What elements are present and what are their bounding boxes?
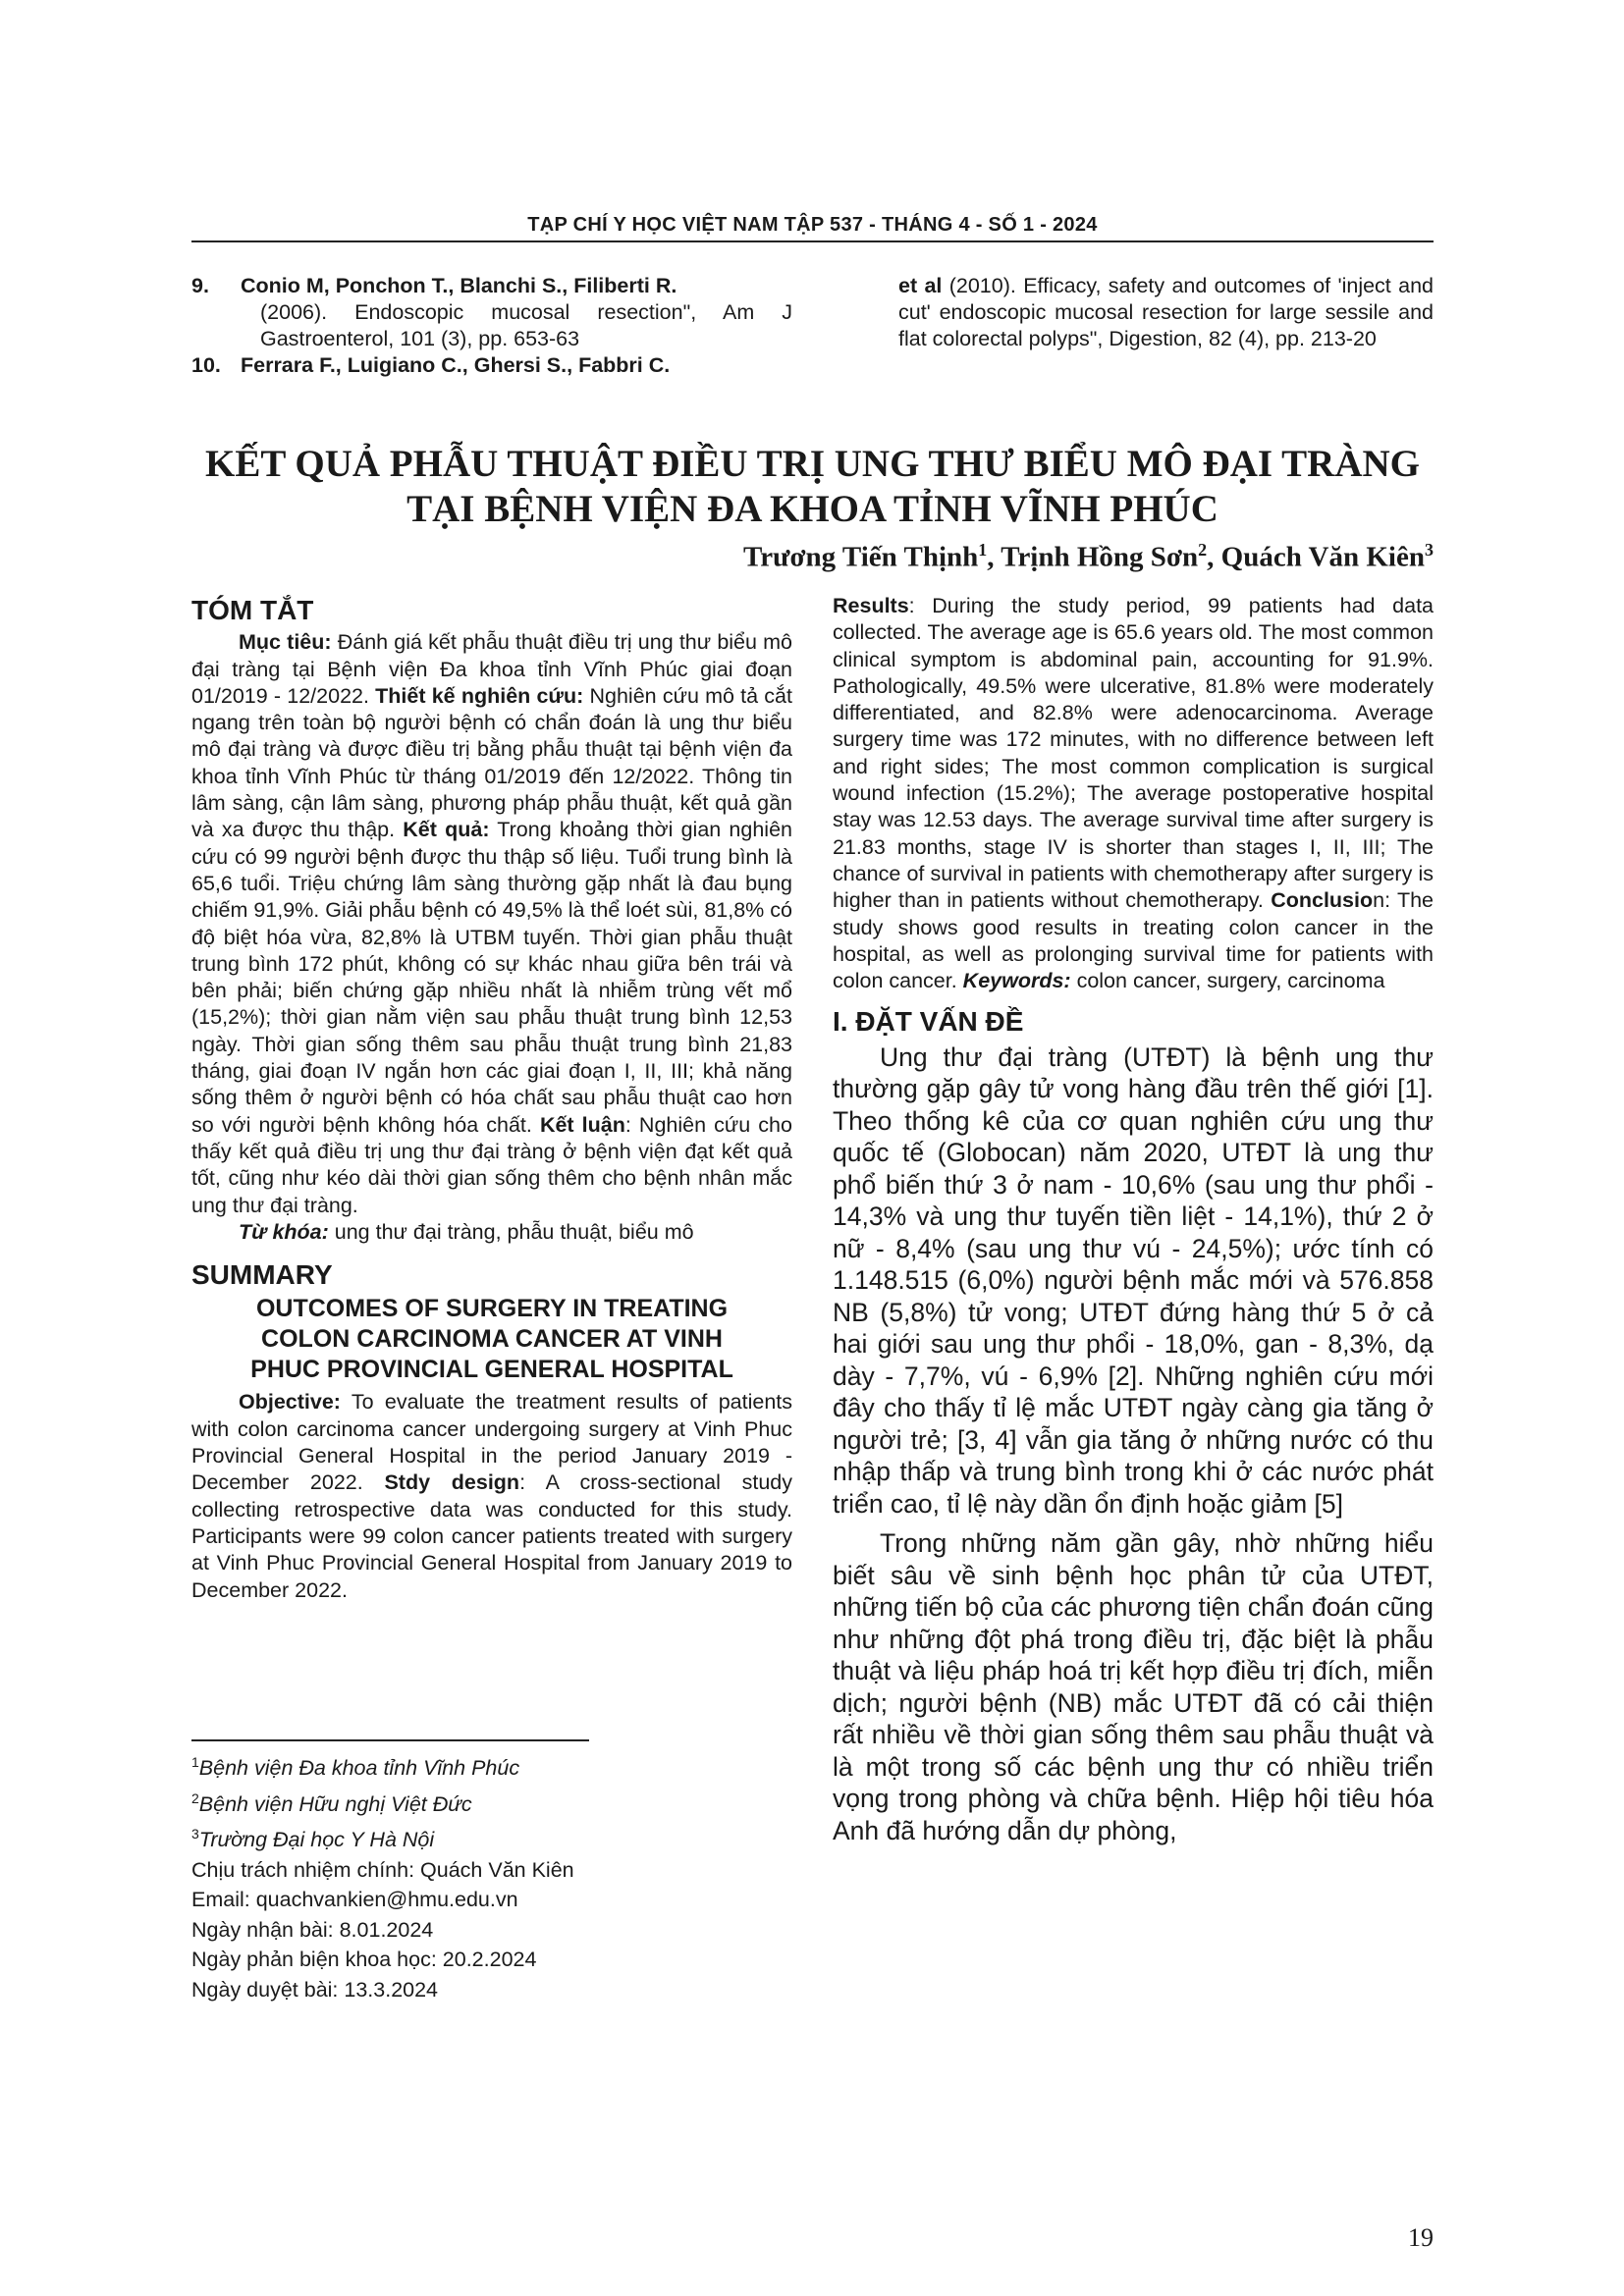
text: Đánh giá kết phẫu thuật điều trị ung thư biểu mô đại tràng tại Bệnh viện Đa khoa tỉnh Vĩnh Phúc giai đoạn 01/2019 - 12/2022.	[191, 630, 792, 708]
label: Keywords:	[962, 969, 1071, 993]
author-affil: 3	[1425, 540, 1434, 560]
dat-van-de-heading: I. ĐẶT VẤN ĐỀ	[833, 1006, 1024, 1038]
summary-body-cont	[833, 593, 1434, 994]
summary-title-line: COLON CARCINOMA CANCER AT VINH	[261, 1325, 723, 1354]
summary-heading: SUMMARY	[191, 1259, 333, 1291]
tom-tat-body	[191, 629, 792, 1219]
right-column	[833, 593, 1434, 1846]
footnote-email: Email: quachvankien@hmu.edu.vn	[191, 1888, 518, 1912]
reference-10-body: (2010). Efficacy, safety and outcomes of 'inject and cut' endoscopic mucosal resection for large sessile and flat colorectal polyps", Digestion, 82 (4), pp. 213-20	[898, 274, 1434, 350]
label: Từ khóa:	[239, 1219, 329, 1244]
summary-body-start	[191, 1389, 792, 1603]
reference-10	[191, 352, 792, 379]
footnote-text: Trường Đại học Y Hà Nội	[198, 1828, 435, 1852]
author-affil: 2	[1198, 540, 1208, 560]
footnote-text: Bệnh viện Hữu nghị Việt Đức	[198, 1791, 472, 1816]
footnote-approved: Ngày duyệt bài: 13.3.2024	[191, 1977, 439, 2002]
footnote-responsible: Chịu trách nhiệm chính: Quách Văn Kiên	[191, 1857, 574, 1882]
author-separator: ,	[987, 541, 1001, 573]
text: : The study shows good results in treating colon cancer in the hospital, as well as prolonging survival time for patients with colon cancer.	[833, 888, 1435, 993]
footnote-mark: 1	[191, 1754, 199, 1770]
title-line: TẠI BỆNH VIỆN ĐA KHOA TỈNH VĨNH PHÚC	[406, 488, 1218, 530]
article-title	[191, 442, 1434, 532]
footnote-affil	[191, 1784, 792, 1820]
references-right	[898, 273, 1434, 352]
footnotes	[191, 1747, 792, 2004]
text: : During the study period, 99 patients had data collected. The average age is 65.6 years old. The most common clinical symptom is abdominal pain, accounting for 91.9%. Pathologically, 49.5% were ulcerative, 81.8% were moderately differentiated, and 82.8% were adenocarcinoma. Average surgery time was 172 minutes, with no difference between left and right sides; The most common complication is surgical wound infection (15.2%); The average postoperative hospital stay was 12.53 days. The average survival time after surgery is 21.83 months, stage IV is shorter than stages I, II, III; The chance of survival in patients with chemotherapy after surgery is higher than in patients without chemotherapy.	[833, 594, 1434, 913]
footnote-affil	[191, 1747, 792, 1784]
reference-authors-cont: et al	[898, 274, 943, 297]
text: colon cancer, surgery, carcinoma	[1070, 969, 1385, 993]
author: Trịnh Hồng Sơn	[1001, 541, 1199, 573]
author-separator: ,	[1207, 541, 1221, 573]
footnote-reviewed: Ngày phản biện khoa học: 20.2.2024	[191, 1948, 537, 1972]
text: ung thư đại tràng, phẫu thuật, biểu mô	[328, 1219, 694, 1244]
text: To evaluate the treatment results of patients with colon carcinoma cancer undergoing surgery at Vinh Phuc Provincial General Hospital in the period January 2019 - December 2022.	[191, 1390, 792, 1495]
author: Trương Tiến Thịnh	[743, 541, 979, 573]
label: Thiết kế nghiên cứu:	[375, 683, 584, 708]
text: : Nghiên cứu cho thấy kết quả điều trị ung thư đại tràng ở bệnh viện đạt kết quả tốt, cũng như kéo dài thời gian sống thêm cho bệnh nhân mắc ung thư đại tràng.	[191, 1112, 792, 1217]
dat-van-de-p1: Ung thư đại tràng (UTĐT) là bệnh ung thư thường gặp gây tử vong hàng đầu trên thế giới [1]. Theo thống kê của cơ quan nghiên cứu ung thư quốc tế (Globocan) năm 2020, UTĐT là ung thư phổ biến thứ 3 ở nam - 10,6% (sau ung thư phổi - 14,3% và ung thư tuyến tiền liệt - 14,1%), thứ 2 ở nữ - 8,4% (sau ung thư vú - 24,5%); ước tính có 1.148.515 (6,0%) người bệnh mắc mới và 576.858 NB (5,8%) tử vong; UTĐT đứng hàng thứ 5 ở cả hai giới sau ung thư phổi - 18,0%, gan - 8,3%, dạ dày - 7,7%, vú - 6,9% [2]. Những nghiên cứu mới đây cho thấy tỉ lệ mắc UTĐT ngày càng gia tăng ở người trẻ; [3, 4] vẫn gia tăng ở những nước có thu nhập thấp và trung bình trong khi ở các nước phát triển cao, tỉ lệ này dần ổn định hoặc giảm [5]	[833, 1041, 1434, 1519]
reference-9-body: (2006). Endoscopic mucosal resection", Am J Gastroenterol, 101 (3), pp. 653-63	[260, 300, 792, 350]
page-number: 19	[1408, 2223, 1434, 2252]
reference-9	[191, 273, 792, 299]
footnote-received: Ngày nhận bài: 8.01.2024	[191, 1917, 434, 1942]
tu-khoa	[191, 1219, 792, 1246]
summary-title-line: OUTCOMES OF SURGERY IN TREATING	[255, 1295, 729, 1323]
reference-number: 10.	[191, 353, 221, 377]
author: Quách Văn Kiên	[1220, 541, 1425, 573]
label: Kết luận	[539, 1112, 625, 1137]
footnote-mark: 3	[191, 1826, 199, 1842]
footnote-mark: 2	[191, 1789, 199, 1806]
footnote-affil	[191, 1819, 792, 1855]
title-line: KẾT QUẢ PHẪU THUẬT ĐIỀU TRỊ UNG THƯ BIỂU MÔ ĐẠI TRÀNG	[204, 443, 1420, 485]
dat-van-de-p2: Trong những năm gần gây, nhờ những hiểu biết sâu về sinh bệnh học phân tử của UTĐT, những tiến bộ của các phương tiện chẩn đoán cũng như những đột phá trong điều trị, đặc biệt là phẫu thuật và liệu pháp hoá trị kết hợp điều trị đích, miễn dịch; người bệnh (NB) mắc UTĐT đã có cải thiện rất nhiều về thời gian sống thêm sau phẫu thuật và là một trong số các bệnh ung thư có nhiều triển vọng trong phòng và chữa bệnh. Hiệp hội tiêu hóa Anh đã hướng dẫn dự phòng,	[833, 1528, 1434, 1845]
reference-authors: Ferrara F., Luigiano C., Ghersi S., Fabbri C.	[240, 353, 671, 377]
label: Results	[833, 594, 909, 617]
text: : A cross-sectional study collecting retrospective data was conducted for this study. Participants were 99 colon cancer patients treated with surgery at Vinh Phuc Provincial General Hospital from January 2019 to December 2022.	[191, 1470, 792, 1602]
authors	[191, 540, 1434, 574]
header-rule	[191, 240, 1434, 242]
running-header: TẠP CHÍ Y HỌC VIỆT NAM TẬP 537 - THÁNG 4 - SỐ 1 - 2024	[527, 214, 1098, 236]
author-affil: 1	[978, 540, 988, 560]
label: Stdy design	[384, 1470, 520, 1495]
footnote-text: Bệnh viện Đa khoa tỉnh Vĩnh Phúc	[198, 1756, 520, 1781]
reference-number: 9.	[191, 274, 209, 297]
summary-title-line: PHUC PROVINCIAL GENERAL HOSPITAL	[250, 1356, 733, 1384]
footnote-rule	[191, 1739, 589, 1741]
label: Conclusio	[1271, 888, 1374, 913]
text: Nghiên cứu mô tả cắt ngang trên toàn bộ người bệnh có chẩn đoán là ung thư biểu mô đại tràng và được điều trị bằng phẫu thuật tại bệnh viện đa khoa tỉnh Vĩnh Phúc từ tháng 01/2019 đến 12/2022. Thông tin lâm sàng, cận lâm sàng, phương pháp phẫu thuật, kết quả gần và xa được thu thập.	[191, 683, 792, 842]
label: Mục tiêu:	[239, 630, 332, 655]
summary-title	[191, 1294, 792, 1385]
label-tail: n	[1373, 888, 1385, 913]
tom-tat-heading: TÓM TẮT	[191, 595, 314, 625]
label: Kết quả:	[403, 818, 490, 842]
left-column	[191, 593, 792, 1604]
reference-authors: Conio M, Ponchon T., Blanchi S., Filiberti R.	[240, 274, 677, 297]
references-left	[191, 273, 792, 379]
label: Objective:	[239, 1390, 341, 1415]
text: Trong khoảng thời gian nghiên cứu có 99 người bệnh được thu thập số liệu. Tuổi trung bình là 65,6 tuổi. Triệu chứng lâm sàng thường gặp nhất là đau bụng chiếm 91,9%. Giải phẫu bệnh có 49,5% là thể loét sùi, 81,8% có độ biệt hóa vừa, 82,8% là UTBM tuyến. Thời gian phẫu thuật trung bình 172 phút, không có sự khác nhau giữa bên trái và bên phải; biến chứng gặp nhiều nhất là nhiễm trùng vết mổ (15,2%); thời gian nằm viện sau phẫu thuật trung bình 12,53 ngày. Thời gian sống thêm sau phẫu thuật trung bình 21,83 tháng, giai đoạn IV ngắn hơn các giai đoạn I, II, III; khả năng sống thêm ở người bệnh có hóa chất sau phẫu thuật cao hơn so với người bệnh không hóa chất.	[191, 818, 792, 1137]
